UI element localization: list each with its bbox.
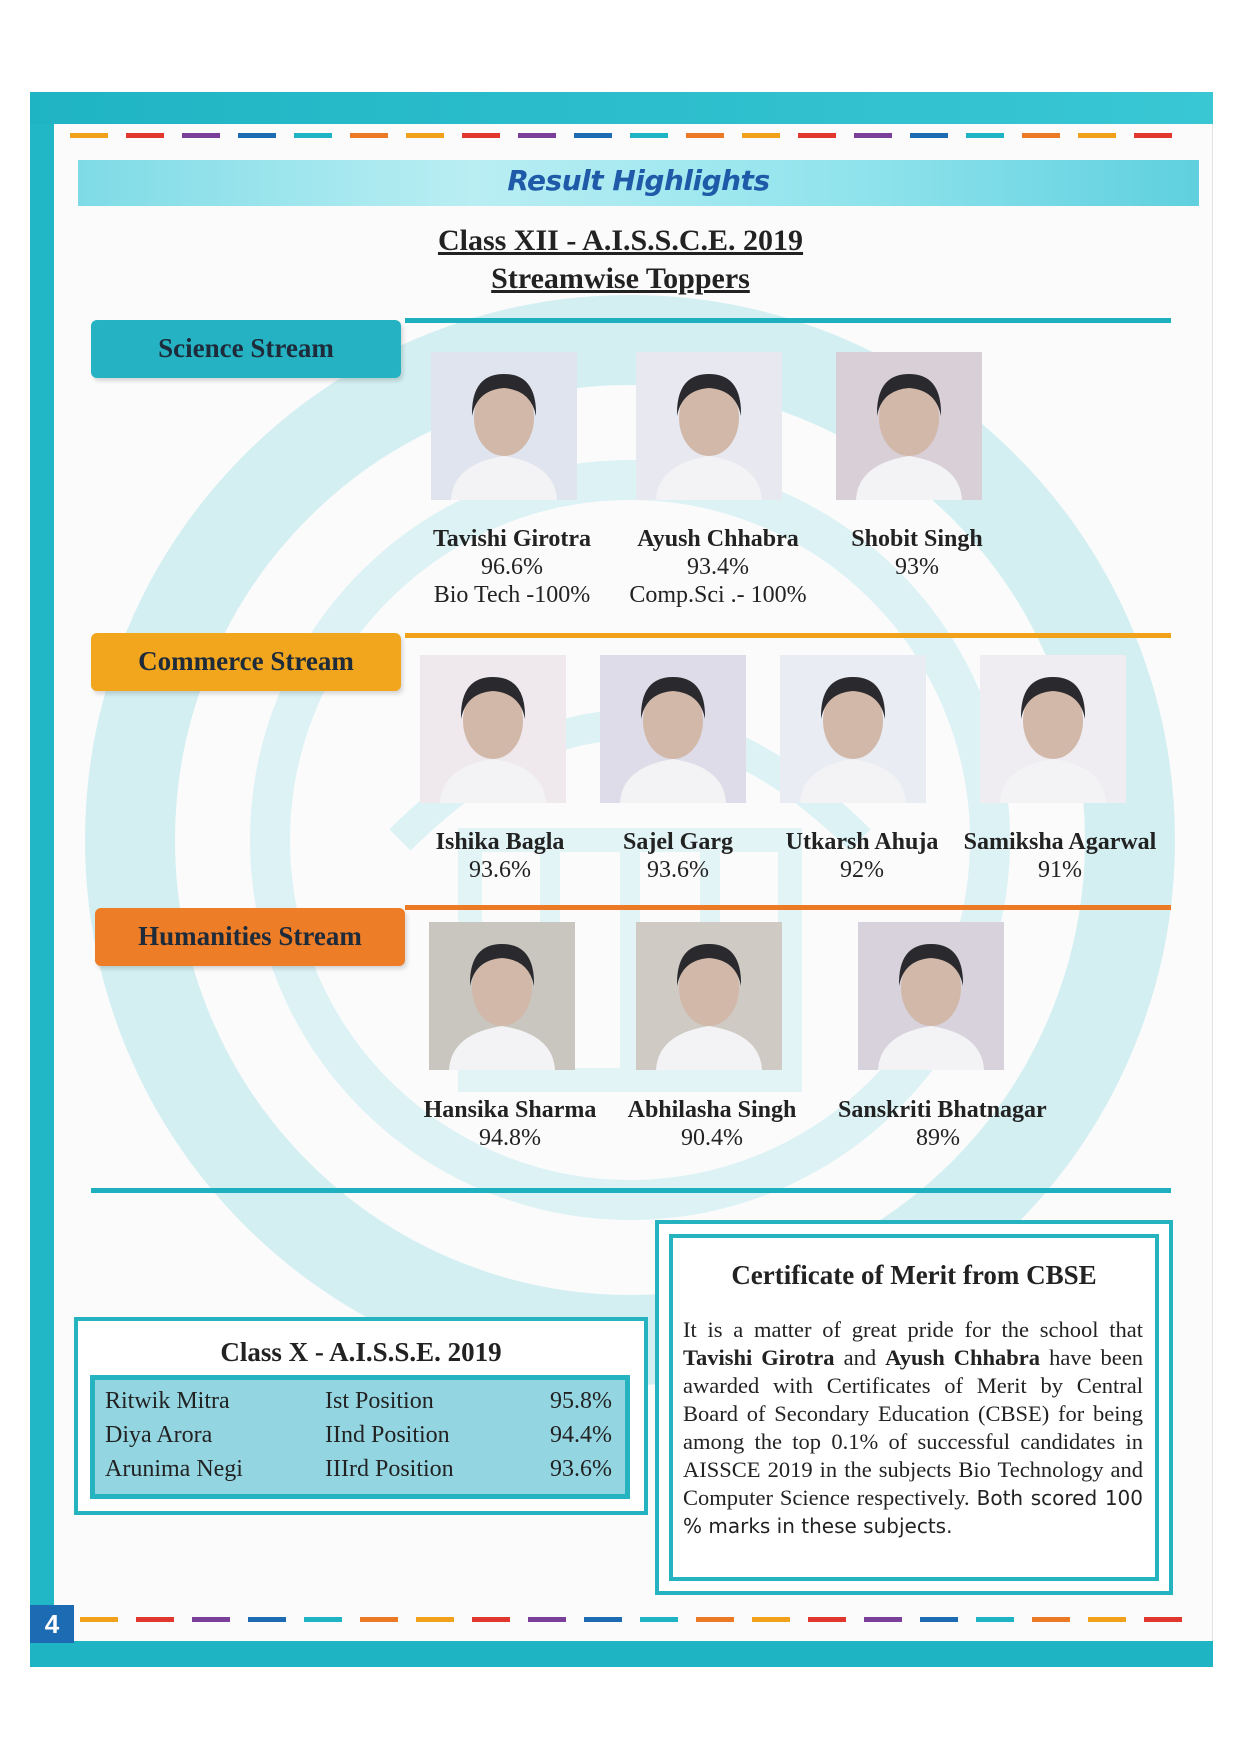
topper-name: Sanskriti Bhatnagar xyxy=(838,1097,1047,1123)
science-photo-1 xyxy=(431,352,577,500)
certificate-text-part3: Both scored 100 % marks in these subjects. xyxy=(683,1486,1144,1538)
commerce-photo-3 xyxy=(780,655,926,803)
divider-dash xyxy=(80,1617,118,1622)
topper-percent: 92% xyxy=(840,857,884,883)
topper-subject-score: Comp.Sci .- 100% xyxy=(629,582,807,608)
divider-dash xyxy=(472,1617,510,1622)
divider-dash xyxy=(752,1617,790,1622)
topper-name: Utkarsh Ahuja xyxy=(785,829,939,855)
divider-dash xyxy=(920,1617,958,1622)
section-banner xyxy=(78,160,1199,206)
table-row xyxy=(95,1456,625,1490)
commerce-topper-2 xyxy=(578,828,778,884)
student-name: Diya Arora xyxy=(105,1422,213,1448)
commerce-topper-3 xyxy=(762,828,962,884)
divider-dash xyxy=(136,1617,174,1622)
divider-dash xyxy=(406,133,444,138)
divider-dash xyxy=(518,133,556,138)
divider-dash xyxy=(182,133,220,138)
certificate-text-part1: It is a matter of great pride for the school that xyxy=(683,1317,1143,1342)
page-title-line1: Class XII - A.I.S.S.C.E. 2019 xyxy=(437,224,804,257)
topper-percent: 93.6% xyxy=(647,857,709,883)
topper-percent: 93% xyxy=(895,554,939,580)
commerce-stream-tab: Commerce Stream xyxy=(91,633,401,691)
divider-dash xyxy=(742,133,780,138)
humanities-divider xyxy=(405,905,1171,910)
top-accent-bar xyxy=(30,92,1213,124)
left-accent-bar xyxy=(30,92,54,1667)
student-score: 94.4% xyxy=(550,1422,612,1448)
humanities-topper-1 xyxy=(410,1096,610,1152)
topper-percent: 89% xyxy=(916,1125,960,1151)
commerce-photo-1 xyxy=(420,655,566,803)
divider-dash xyxy=(350,133,388,138)
topper-percent: 96.6% xyxy=(481,554,543,580)
divider-dash xyxy=(70,133,108,138)
bottom-dashed-divider xyxy=(80,1617,1190,1623)
science-divider xyxy=(405,318,1171,323)
certificate-name-2: Ayush Chhabra xyxy=(885,1345,1041,1370)
student-score: 93.6% xyxy=(550,1456,612,1482)
divider-dash xyxy=(416,1617,454,1622)
topper-percent: 93.6% xyxy=(469,857,531,883)
divider-dash xyxy=(854,133,892,138)
student-position: IInd Position xyxy=(325,1422,450,1448)
science-topper-3 xyxy=(817,525,1017,581)
bottom-accent-bar xyxy=(30,1641,1213,1667)
student-position: Ist Position xyxy=(325,1388,434,1414)
class-x-results-box xyxy=(74,1317,648,1515)
divider-dash xyxy=(1144,1617,1182,1622)
top-dashed-divider xyxy=(70,133,1200,139)
topper-percent: 93.4% xyxy=(687,554,749,580)
divider-dash xyxy=(640,1617,678,1622)
humanities-topper-2 xyxy=(612,1096,812,1152)
topper-percent: 94.8% xyxy=(479,1125,541,1151)
science-photo-2 xyxy=(636,352,782,500)
divider-dash xyxy=(1022,133,1060,138)
divider-dash xyxy=(294,133,332,138)
section-end-divider xyxy=(91,1188,1171,1193)
commerce-topper-1 xyxy=(400,828,600,884)
commerce-divider xyxy=(405,633,1171,638)
humanities-topper-3 xyxy=(838,1096,1047,1152)
topper-subject-score: Bio Tech -100% xyxy=(433,582,591,608)
divider-dash xyxy=(584,1617,622,1622)
topper-name: Shobit Singh xyxy=(851,526,983,552)
topper-name: Hansika Sharma xyxy=(423,1097,597,1123)
student-position: IIIrd Position xyxy=(325,1456,454,1482)
divider-dash xyxy=(686,133,724,138)
class-x-table xyxy=(90,1375,630,1499)
divider-dash xyxy=(630,133,668,138)
divider-dash xyxy=(304,1617,342,1622)
humanities-photo-2 xyxy=(636,922,782,1070)
divider-dash xyxy=(192,1617,230,1622)
table-row xyxy=(95,1388,625,1422)
student-score: 95.8% xyxy=(550,1388,612,1414)
page-number: 4 xyxy=(30,1605,74,1643)
topper-percent: 90.4% xyxy=(681,1125,743,1151)
student-name: Arunima Negi xyxy=(105,1456,243,1482)
commerce-photo-2 xyxy=(600,655,746,803)
topper-name: Ishika Bagla xyxy=(435,829,565,855)
divider-dash xyxy=(1032,1617,1070,1622)
topper-name: Ayush Chhabra xyxy=(637,526,799,552)
topper-name: Tavishi Girotra xyxy=(432,526,592,552)
divider-dash xyxy=(574,133,612,138)
certificate-and: and xyxy=(843,1345,877,1370)
science-topper-2 xyxy=(618,525,818,609)
humanities-photo-1 xyxy=(429,922,575,1070)
humanities-photo-3 xyxy=(858,922,1004,1070)
commerce-topper-4 xyxy=(960,828,1160,884)
class-x-title: Class X - A.I.S.S.E. 2019 xyxy=(220,1337,502,1367)
certificate-title: Certificate of Merit from CBSE xyxy=(731,1260,1097,1290)
student-name: Ritwik Mitra xyxy=(105,1388,230,1414)
certificate-box xyxy=(655,1220,1173,1595)
divider-dash xyxy=(126,133,164,138)
page-title-line2: Streamwise Toppers xyxy=(491,262,750,295)
humanities-stream-tab: Humanities Stream xyxy=(95,908,405,966)
table-row xyxy=(95,1422,625,1456)
divider-dash xyxy=(966,133,1004,138)
science-photo-3 xyxy=(836,352,982,500)
certificate-text xyxy=(683,1316,1143,1540)
certificate-text-part2: have been awarded with Certificates of Merit by Central Board of Secondary Education (CBSE) for being among the top 0.1% of successful candidates in AISSCE 2019 in the subjects Bio Technology and Computer Science respectively. xyxy=(683,1345,1144,1510)
banner-title: Result Highlights xyxy=(507,164,770,197)
topper-percent: 91% xyxy=(1038,857,1082,883)
divider-dash xyxy=(248,1617,286,1622)
divider-dash xyxy=(1078,133,1116,138)
divider-dash xyxy=(864,1617,902,1622)
divider-dash xyxy=(360,1617,398,1622)
commerce-photo-4 xyxy=(980,655,1126,803)
divider-dash xyxy=(976,1617,1014,1622)
divider-dash xyxy=(1088,1617,1126,1622)
divider-dash xyxy=(462,133,500,138)
topper-name: Sajel Garg xyxy=(623,829,733,855)
divider-dash xyxy=(696,1617,734,1622)
divider-dash xyxy=(528,1617,566,1622)
topper-name: Abhilasha Singh xyxy=(627,1097,797,1123)
divider-dash xyxy=(910,133,948,138)
divider-dash xyxy=(238,133,276,138)
science-stream-tab: Science Stream xyxy=(91,320,401,378)
certificate-name-1: Tavishi Girotra xyxy=(683,1345,835,1370)
divider-dash xyxy=(808,1617,846,1622)
science-topper-1 xyxy=(412,525,612,609)
divider-dash xyxy=(798,133,836,138)
page-title xyxy=(0,222,1241,298)
divider-dash xyxy=(1134,133,1172,138)
topper-name: Samiksha Agarwal xyxy=(963,829,1157,855)
